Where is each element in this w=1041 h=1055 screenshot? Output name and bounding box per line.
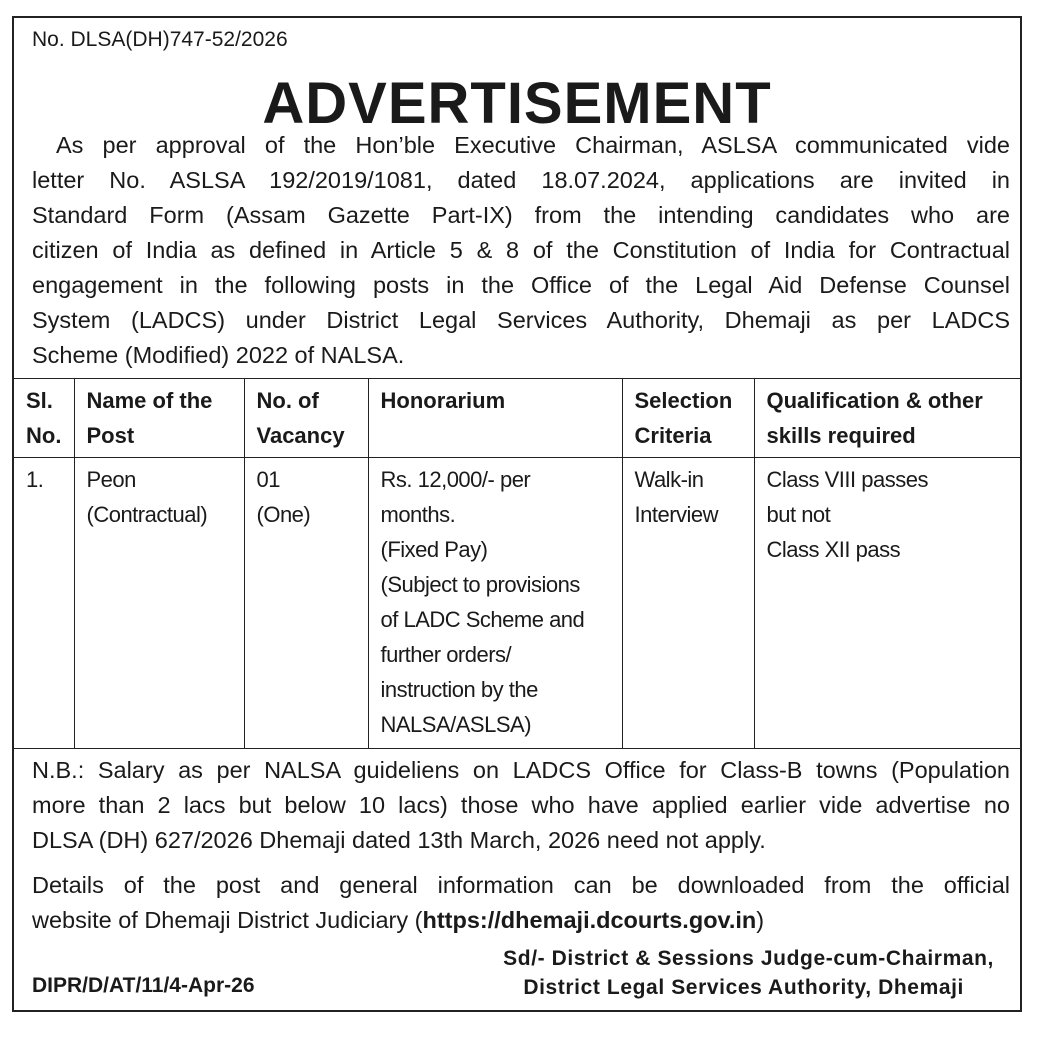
intro-line: letter No. ASLSA 192/2019/1081, dated 18.07.2024, applications are invited in (32, 167, 1010, 193)
signature-line: District Legal Services Authority, Dhemaji (523, 976, 964, 999)
intro-line: System (LADCS) under District Legal Services Authority, Dhemaji as per LADCS (32, 307, 1010, 333)
signature-block (503, 944, 994, 1002)
reference-number: No. DLSA(DH)747-52/2026 (32, 28, 288, 51)
nb-line: DLSA (DH) 627/2026 Dhemaji dated 13th March, 2026 need not apply. (32, 827, 766, 853)
header-sl-no: Sl. No. (14, 379, 74, 458)
cell-sl-no: 1. (14, 458, 74, 749)
details-line: website of Dhemaji District Judiciary (https://dhemaji.dcourts.gov.in) (32, 907, 765, 933)
nb-line: N.B.: Salary as per NALSA guideliens on LADCS Office for Class-B towns (Population (32, 757, 1010, 783)
intro-line: As per approval of the Hon’ble Executive Chairman, ASLSA communicated vide (56, 132, 1010, 158)
intro-paragraph (32, 128, 1010, 373)
intro-line: Standard Form (Assam Gazette Part-IX) from the intending candidates who are (32, 202, 1010, 228)
intro-line: Scheme (Modified) 2022 of NALSA. (32, 342, 405, 368)
details-paragraph (32, 868, 1010, 938)
cell-vacancy: 01 (One) (244, 458, 368, 749)
signature-line: Sd/- District & Sessions Judge-cum-Chairman, (503, 947, 994, 970)
cell-qualification: Class VIII passes but not Class XII pass (754, 458, 1020, 749)
nb-line: more than 2 lacs but below 10 lacs) those who have applied earlier vide advertise no (32, 792, 1010, 818)
posts-table (14, 378, 1020, 749)
header-selection-criteria: Selection Criteria (622, 379, 754, 458)
advertisement-frame (12, 16, 1022, 1012)
intro-line: engagement in the following posts in the Office of the Legal Aid Defense Counsel (32, 272, 1010, 298)
table-header-row (14, 379, 1020, 458)
page-title: ADVERTISEMENT (262, 71, 772, 136)
nb-note (32, 753, 1010, 858)
website-link[interactable]: https://dhemaji.dcourts.gov.in (422, 907, 757, 933)
header-post-name: Name of the Post (74, 379, 244, 458)
table-row (14, 458, 1020, 749)
header-honorarium: Honorarium (368, 379, 622, 458)
intro-line: citizen of India as defined in Article 5 & 8 of the Constitution of India for Contractual (32, 237, 1010, 263)
details-line: Details of the post and general information can be downloaded from the official (32, 872, 1010, 898)
header-qualification: Qualification & other skills required (754, 379, 1020, 458)
cell-selection-criteria: Walk-in Interview (622, 458, 754, 749)
dipr-number: DIPR/D/AT/11/4-Apr-26 (32, 974, 255, 997)
cell-post-name: Peon (Contractual) (74, 458, 244, 749)
cell-honorarium: Rs. 12,000/- per months. (Fixed Pay) (Subject to provisions of LADC Scheme and further orders/ instruction by the NALSA/ASLSA) (368, 458, 622, 749)
header-vacancy: No. of Vacancy (244, 379, 368, 458)
